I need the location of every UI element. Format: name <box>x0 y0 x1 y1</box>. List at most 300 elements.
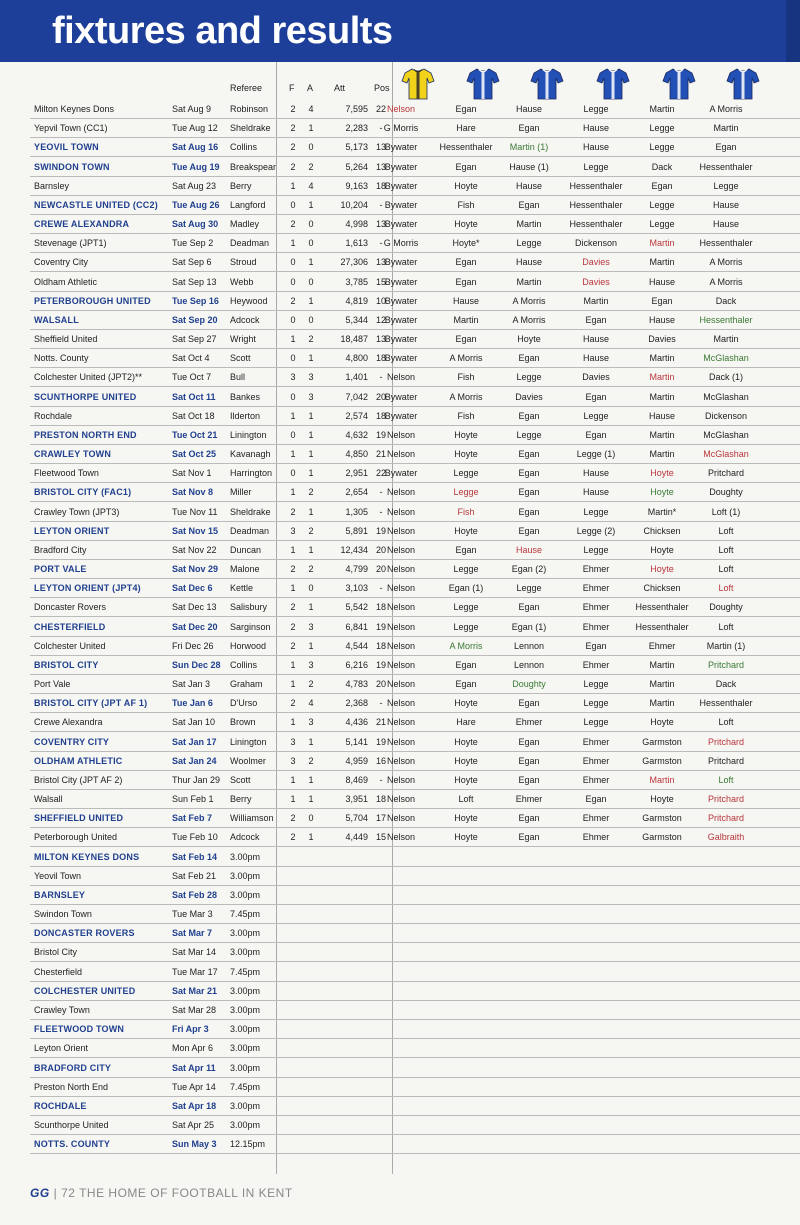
goals-against: 3 <box>308 621 314 632</box>
player-name: Nelson <box>386 736 415 747</box>
league-position: 20 <box>375 679 386 690</box>
opponent: FLEETWOOD TOWN <box>34 1024 125 1035</box>
referee: Heywood <box>230 295 268 306</box>
match-date: Tue Sep 16 <box>172 295 219 306</box>
fixture-row <box>30 310 800 330</box>
goals-for: 2 <box>290 564 296 575</box>
player-name: A Morris <box>449 640 483 651</box>
player-name: Bywater <box>384 334 418 345</box>
player-name: Egan <box>651 180 673 191</box>
match-date: Sat Oct 18 <box>172 410 215 421</box>
referee: 3.00pm <box>230 889 261 900</box>
goals-for: 1 <box>290 410 296 421</box>
opponent: BRISTOL CITY <box>34 659 99 670</box>
player-name: Egan <box>455 679 477 690</box>
player-name: A Morris <box>449 353 483 364</box>
player-name: Nelson <box>386 429 415 440</box>
player-name: Davies <box>582 372 610 383</box>
league-position: 20 <box>375 544 386 555</box>
player-name: McGlashan <box>703 429 749 440</box>
player-name: A Morris <box>512 314 546 325</box>
referee: Bankes <box>230 391 261 402</box>
player-name: Hare <box>456 717 476 728</box>
league-position: 22 <box>375 468 386 479</box>
match-date: Sat Nov 8 <box>172 487 214 498</box>
referee: Linington <box>230 429 267 440</box>
player-name: Ehmer <box>648 640 676 651</box>
player-name: Loft <box>718 583 734 594</box>
goals-for: 0 <box>290 391 296 402</box>
player-name: Davies <box>582 276 610 287</box>
match-date: Sat Oct 4 <box>172 353 210 364</box>
player-name: Martin <box>649 774 675 785</box>
goals-against: 1 <box>308 123 314 134</box>
player-name: McGlashan <box>703 391 749 402</box>
player-name: Legge <box>583 544 609 555</box>
fixture-row <box>30 1019 800 1039</box>
player-name: Pritchard <box>707 736 744 747</box>
referee: Malone <box>230 564 260 575</box>
player-name: Nelson <box>386 755 415 766</box>
player-name: Egan <box>518 199 540 210</box>
player-name: Hessenthaler <box>699 161 753 172</box>
player-name: Egan <box>585 794 607 805</box>
player-name: Hoyte <box>454 813 478 824</box>
attendance: 18,487 <box>340 334 368 345</box>
opponent: Yeovil Town <box>34 870 82 881</box>
player-name: Legge <box>516 372 542 383</box>
player-name: Egan <box>585 314 607 325</box>
player-name: Hessenthaler <box>635 602 689 613</box>
attendance: 8,469 <box>345 774 368 785</box>
opponent: Bristol City (JPT AF 2) <box>34 774 123 785</box>
fixture-row <box>30 329 800 349</box>
opponent: COLCHESTER UNITED <box>34 985 136 996</box>
opponent: ROCHDALE <box>34 1100 87 1111</box>
goals-for: 1 <box>290 583 296 594</box>
player-name: Pritchard <box>707 468 744 479</box>
league-position: 19 <box>375 525 386 536</box>
player-name: Legge (1) <box>576 449 616 460</box>
league-position: - <box>379 583 383 594</box>
fixture-row <box>30 962 800 982</box>
opponent: Yepvil Town (CC1) <box>34 123 108 134</box>
league-position: 13 <box>375 142 386 153</box>
referee: Williamson <box>230 813 274 824</box>
referee: D'Urso <box>230 698 258 709</box>
goals-against: 1 <box>308 199 314 210</box>
match-date: Mon Apr 6 <box>172 1043 214 1054</box>
player-name: Bywater <box>384 276 418 287</box>
fixture-row <box>30 732 800 752</box>
goals-against: 1 <box>308 794 314 805</box>
fixture-row <box>30 789 800 809</box>
player-name: Pritchard <box>707 659 744 670</box>
goals-for: 1 <box>290 544 296 555</box>
opponent: Bristol City <box>34 947 78 958</box>
player-name: Pritchard <box>707 755 744 766</box>
player-name: Egan <box>518 123 540 134</box>
match-date: Sat Nov 29 <box>172 564 219 575</box>
player-name: Egan (2) <box>511 564 547 575</box>
attendance: 2,951 <box>345 468 368 479</box>
attendance: 3,951 <box>345 794 368 805</box>
attendance: 12,434 <box>340 544 368 555</box>
player-name: Egan <box>518 832 540 843</box>
player-name: Martin (1) <box>509 142 549 153</box>
fixture-row <box>30 291 800 311</box>
referee: Robinson <box>230 104 269 114</box>
referee: 3.00pm <box>230 1062 261 1073</box>
referee: 12.15pm <box>230 1139 266 1150</box>
fixture-row <box>30 444 800 464</box>
goals-against: 0 <box>308 142 314 153</box>
goals-against: 1 <box>308 506 314 517</box>
player-name: Martin <box>649 449 675 460</box>
player-name: Egan <box>455 334 477 345</box>
match-date: Sat Oct 25 <box>172 449 217 460</box>
goals-against: 0 <box>308 276 314 287</box>
match-date: Tue Aug 19 <box>172 161 220 172</box>
shirt-icon <box>466 66 500 100</box>
referee: Kavanagh <box>230 449 271 460</box>
match-date: Sat Aug 9 <box>172 104 212 114</box>
opponent: Crawley Town <box>34 1004 90 1015</box>
match-date: Sat Mar 28 <box>172 1004 217 1015</box>
player-name: Martin <box>713 334 739 345</box>
referee: Brown <box>230 717 256 728</box>
player-name: Martin <box>649 372 675 383</box>
player-name: Dack <box>651 161 673 172</box>
player-name: Bywater <box>384 142 418 153</box>
player-name: Davies <box>582 257 610 268</box>
match-date: Sat Sep 6 <box>172 257 212 268</box>
player-name: Hoyte <box>650 564 674 575</box>
player-name: Doughty <box>709 602 743 613</box>
fixture-row <box>30 942 800 962</box>
fixture-row <box>30 674 800 694</box>
attendance: 2,368 <box>345 698 368 709</box>
match-date: Sat Jan 10 <box>172 717 216 728</box>
player-name: Hause <box>515 257 542 268</box>
league-position: - <box>379 372 383 383</box>
player-name: Martin <box>649 679 675 690</box>
fixture-row <box>30 233 800 253</box>
player-name: Loft <box>718 774 734 785</box>
player-name: Chicksen <box>643 525 681 536</box>
player-name: Ehmer <box>582 583 610 594</box>
fixture-row <box>30 770 800 790</box>
referee: 3.00pm <box>230 1100 261 1111</box>
fixture-row <box>30 195 800 215</box>
player-name: Hessenthaler <box>569 219 623 230</box>
opponent: Chesterfield <box>34 966 83 977</box>
opponent: Walsall <box>34 794 63 805</box>
referee: Kettle <box>230 583 254 594</box>
player-name: Hoyte <box>650 487 674 498</box>
player-name: Nelson <box>386 449 415 460</box>
player-name: Hoyte <box>650 717 674 728</box>
player-name: Martin <box>583 295 609 306</box>
match-date: Sat Aug 30 <box>172 219 219 230</box>
player-name: Egan <box>518 449 540 460</box>
player-name: Hare <box>456 123 476 134</box>
attendance: 7,042 <box>345 391 368 402</box>
fixture-row <box>30 559 800 579</box>
referee: 3.00pm <box>230 985 261 996</box>
player-name: Bywater <box>384 353 418 364</box>
goals-for: 0 <box>290 353 296 364</box>
player-name: Loft <box>718 717 734 728</box>
attendance: 9,163 <box>345 180 368 191</box>
fixture-row <box>30 387 800 407</box>
attendance: 4,800 <box>345 353 368 364</box>
player-name: Lennon <box>513 659 545 670</box>
match-date: Sat Feb 14 <box>172 851 218 862</box>
goals-against: 1 <box>308 468 314 479</box>
player-name: Pritchard <box>707 813 744 824</box>
player-name: Legge <box>583 679 609 690</box>
player-name: Nelson <box>386 774 415 785</box>
attendance: 4,850 <box>345 449 368 460</box>
league-position: 16 <box>375 755 386 766</box>
referee: 3.00pm <box>230 928 261 939</box>
page-banner <box>0 0 800 62</box>
player-name: Nelson <box>386 583 415 594</box>
player-name: Dickenson <box>704 410 748 421</box>
goals-for: 2 <box>290 813 296 824</box>
player-name: A Morris <box>709 104 743 114</box>
player-name: Legge (2) <box>576 525 616 536</box>
goals-for: 2 <box>290 640 296 651</box>
goals-for: 0 <box>290 276 296 287</box>
attendance: 5,141 <box>345 736 368 747</box>
fixture-row <box>30 1077 800 1097</box>
player-name: A Morris <box>449 391 483 402</box>
player-name: Egan <box>518 736 540 747</box>
goals-for: 2 <box>290 142 296 153</box>
fixture-row <box>30 847 800 867</box>
player-name: Hause <box>452 295 479 306</box>
player-name: Legge <box>583 410 609 421</box>
match-date: Tue Apr 14 <box>172 1081 216 1092</box>
attendance: 4,799 <box>345 564 368 575</box>
player-name: Egan <box>455 659 477 670</box>
player-name: Hoyte <box>454 736 478 747</box>
match-date: Tue Oct 21 <box>172 429 218 440</box>
player-name: Egan (1) <box>511 621 547 632</box>
attendance: 6,841 <box>345 621 368 632</box>
player-name: Nelson <box>386 621 415 632</box>
goals-against: 2 <box>308 487 314 498</box>
referee: 3.00pm <box>230 1043 261 1054</box>
goals-against: 2 <box>308 525 314 536</box>
player-name: Loft <box>718 544 734 555</box>
player-name: Garmston <box>642 832 682 843</box>
referee: Ilderton <box>230 410 261 421</box>
goals-against: 3 <box>308 659 314 670</box>
player-name: Fish <box>457 410 475 421</box>
fixture-row <box>30 1000 800 1020</box>
player-name: Martin <box>649 659 675 670</box>
player-name: Hause <box>515 104 542 114</box>
player-name: Egan <box>455 161 477 172</box>
goals-for: 2 <box>290 698 296 709</box>
fixture-row <box>30 751 800 771</box>
player-name: Egan <box>715 142 737 153</box>
player-name: Hoyte <box>454 774 478 785</box>
opponent: Oldham Athletic <box>34 276 98 287</box>
league-position: 19 <box>375 659 386 670</box>
goals-for: 1 <box>290 334 296 345</box>
opponent: SHEFFIELD UNITED <box>34 813 124 824</box>
goals-against: 1 <box>308 257 314 268</box>
player-name: Legge <box>453 564 479 575</box>
referee: Sheldrake <box>230 506 271 517</box>
opponent: DONCASTER ROVERS <box>34 928 135 939</box>
fixture-row <box>30 348 800 368</box>
match-date: Sat Mar 21 <box>172 985 218 996</box>
league-position: 18 <box>375 602 386 613</box>
goals-against: 3 <box>308 717 314 728</box>
player-name: Egan <box>585 391 607 402</box>
fixture-row <box>30 157 800 177</box>
opponent: LEYTON ORIENT <box>34 525 110 536</box>
player-name: Hoyte <box>454 755 478 766</box>
fixture-row <box>30 655 800 675</box>
match-date: Fri Dec 26 <box>172 640 214 651</box>
opponent: Port Vale <box>34 679 71 690</box>
goals-for: 1 <box>290 659 296 670</box>
fixture-row <box>30 214 800 234</box>
player-name: Hause <box>582 353 609 364</box>
attendance: 4,449 <box>345 832 368 843</box>
goals-against: 3 <box>308 372 314 383</box>
fixture-row <box>30 482 800 502</box>
player-name: Garmston <box>642 755 682 766</box>
match-date: Tue Sep 2 <box>172 238 214 249</box>
player-name: Bywater <box>384 391 418 402</box>
goals-against: 0 <box>308 583 314 594</box>
player-name: Egan <box>455 544 477 555</box>
player-name: Ehmer <box>582 832 610 843</box>
player-name: Martin <box>453 314 479 325</box>
player-name: Bywater <box>384 314 418 325</box>
player-name: Nelson <box>386 659 415 670</box>
player-name: Ehmer <box>515 717 543 728</box>
league-position: 22 <box>375 104 386 114</box>
player-name: Doughty <box>709 487 743 498</box>
fixture-row <box>30 827 800 847</box>
player-name: Loft <box>718 525 734 536</box>
match-date: Sat Dec 6 <box>172 583 213 594</box>
league-position: 13 <box>375 257 386 268</box>
referee: Woolmer <box>230 755 266 766</box>
league-position: 21 <box>375 717 386 728</box>
match-date: Tue Mar 3 <box>172 909 213 920</box>
fixture-row <box>30 712 800 732</box>
goals-for: 1 <box>290 794 296 805</box>
fixture-row <box>30 981 800 1001</box>
player-name: Garmston <box>642 813 682 824</box>
player-name: Ehmer <box>582 602 610 613</box>
shirt-icon <box>530 66 564 100</box>
player-name: Nelson <box>386 544 415 555</box>
player-name: Egan <box>518 813 540 824</box>
league-position: 18 <box>375 180 386 191</box>
league-position: 20 <box>375 564 386 575</box>
opponent: Bradford City <box>34 544 87 555</box>
attendance: 4,783 <box>345 679 368 690</box>
league-position: 18 <box>375 410 386 421</box>
player-name: Ehmer <box>515 794 543 805</box>
fixture-row <box>30 99 800 119</box>
opponent: Barnsley <box>34 180 70 191</box>
player-name: Martin (1) <box>706 640 746 651</box>
match-date: Tue Aug 12 <box>172 123 218 134</box>
referee: Miller <box>230 487 252 498</box>
opponent: Stevenage (JPT1) <box>34 238 107 249</box>
referee: Adcock <box>230 832 260 843</box>
player-name: Loft <box>718 621 734 632</box>
fixture-row <box>30 617 800 637</box>
match-date: Tue Aug 26 <box>172 199 220 210</box>
player-name: Hause <box>582 123 609 134</box>
player-name: Martin <box>649 257 675 268</box>
referee: 3.00pm <box>230 1024 261 1035</box>
match-date: Sat Mar 14 <box>172 947 217 958</box>
goals-against: 1 <box>308 736 314 747</box>
player-name: Dack <box>715 679 737 690</box>
attendance: 27,306 <box>340 257 368 268</box>
player-name: Hessenthaler <box>699 238 753 249</box>
league-position: 10 <box>375 295 386 306</box>
opponent: MILTON KEYNES DONS <box>34 851 140 862</box>
player-name: Legge <box>453 468 479 479</box>
opponent: Colchester United <box>34 640 106 651</box>
player-name: Egan <box>518 487 540 498</box>
match-date: Sat Dec 13 <box>172 602 217 613</box>
goals-for: 3 <box>290 372 296 383</box>
fixture-row <box>30 502 800 522</box>
player-name: Hessenthaler <box>439 142 493 153</box>
attendance: 3,785 <box>345 276 368 287</box>
league-position: 20 <box>375 391 386 402</box>
league-position: 18 <box>375 353 386 364</box>
league-position: 17 <box>375 813 386 824</box>
player-name: Loft (1) <box>711 506 741 517</box>
banner-edge <box>786 0 800 62</box>
player-name: Ehmer <box>582 774 610 785</box>
match-date: Sun May 3 <box>172 1139 217 1150</box>
player-name: Martin <box>649 238 675 249</box>
referee: 7.45pm <box>230 966 261 977</box>
match-date: Sat Aug 16 <box>172 142 219 153</box>
player-name: Legge <box>583 104 609 114</box>
player-name: Nelson <box>386 717 415 728</box>
match-date: Sun Dec 28 <box>172 659 221 670</box>
opponent: OLDHAM ATHLETIC <box>34 755 123 766</box>
player-name: Fish <box>457 506 475 517</box>
goals-for: 2 <box>290 832 296 843</box>
player-name: Bywater <box>384 468 418 479</box>
opponent: Coventry City <box>34 257 89 268</box>
referee: Adcock <box>230 314 260 325</box>
attendance: 2,283 <box>345 123 368 134</box>
referee: Bull <box>230 372 246 383</box>
player-name: Egan <box>518 698 540 709</box>
player-name: Hause <box>648 314 675 325</box>
